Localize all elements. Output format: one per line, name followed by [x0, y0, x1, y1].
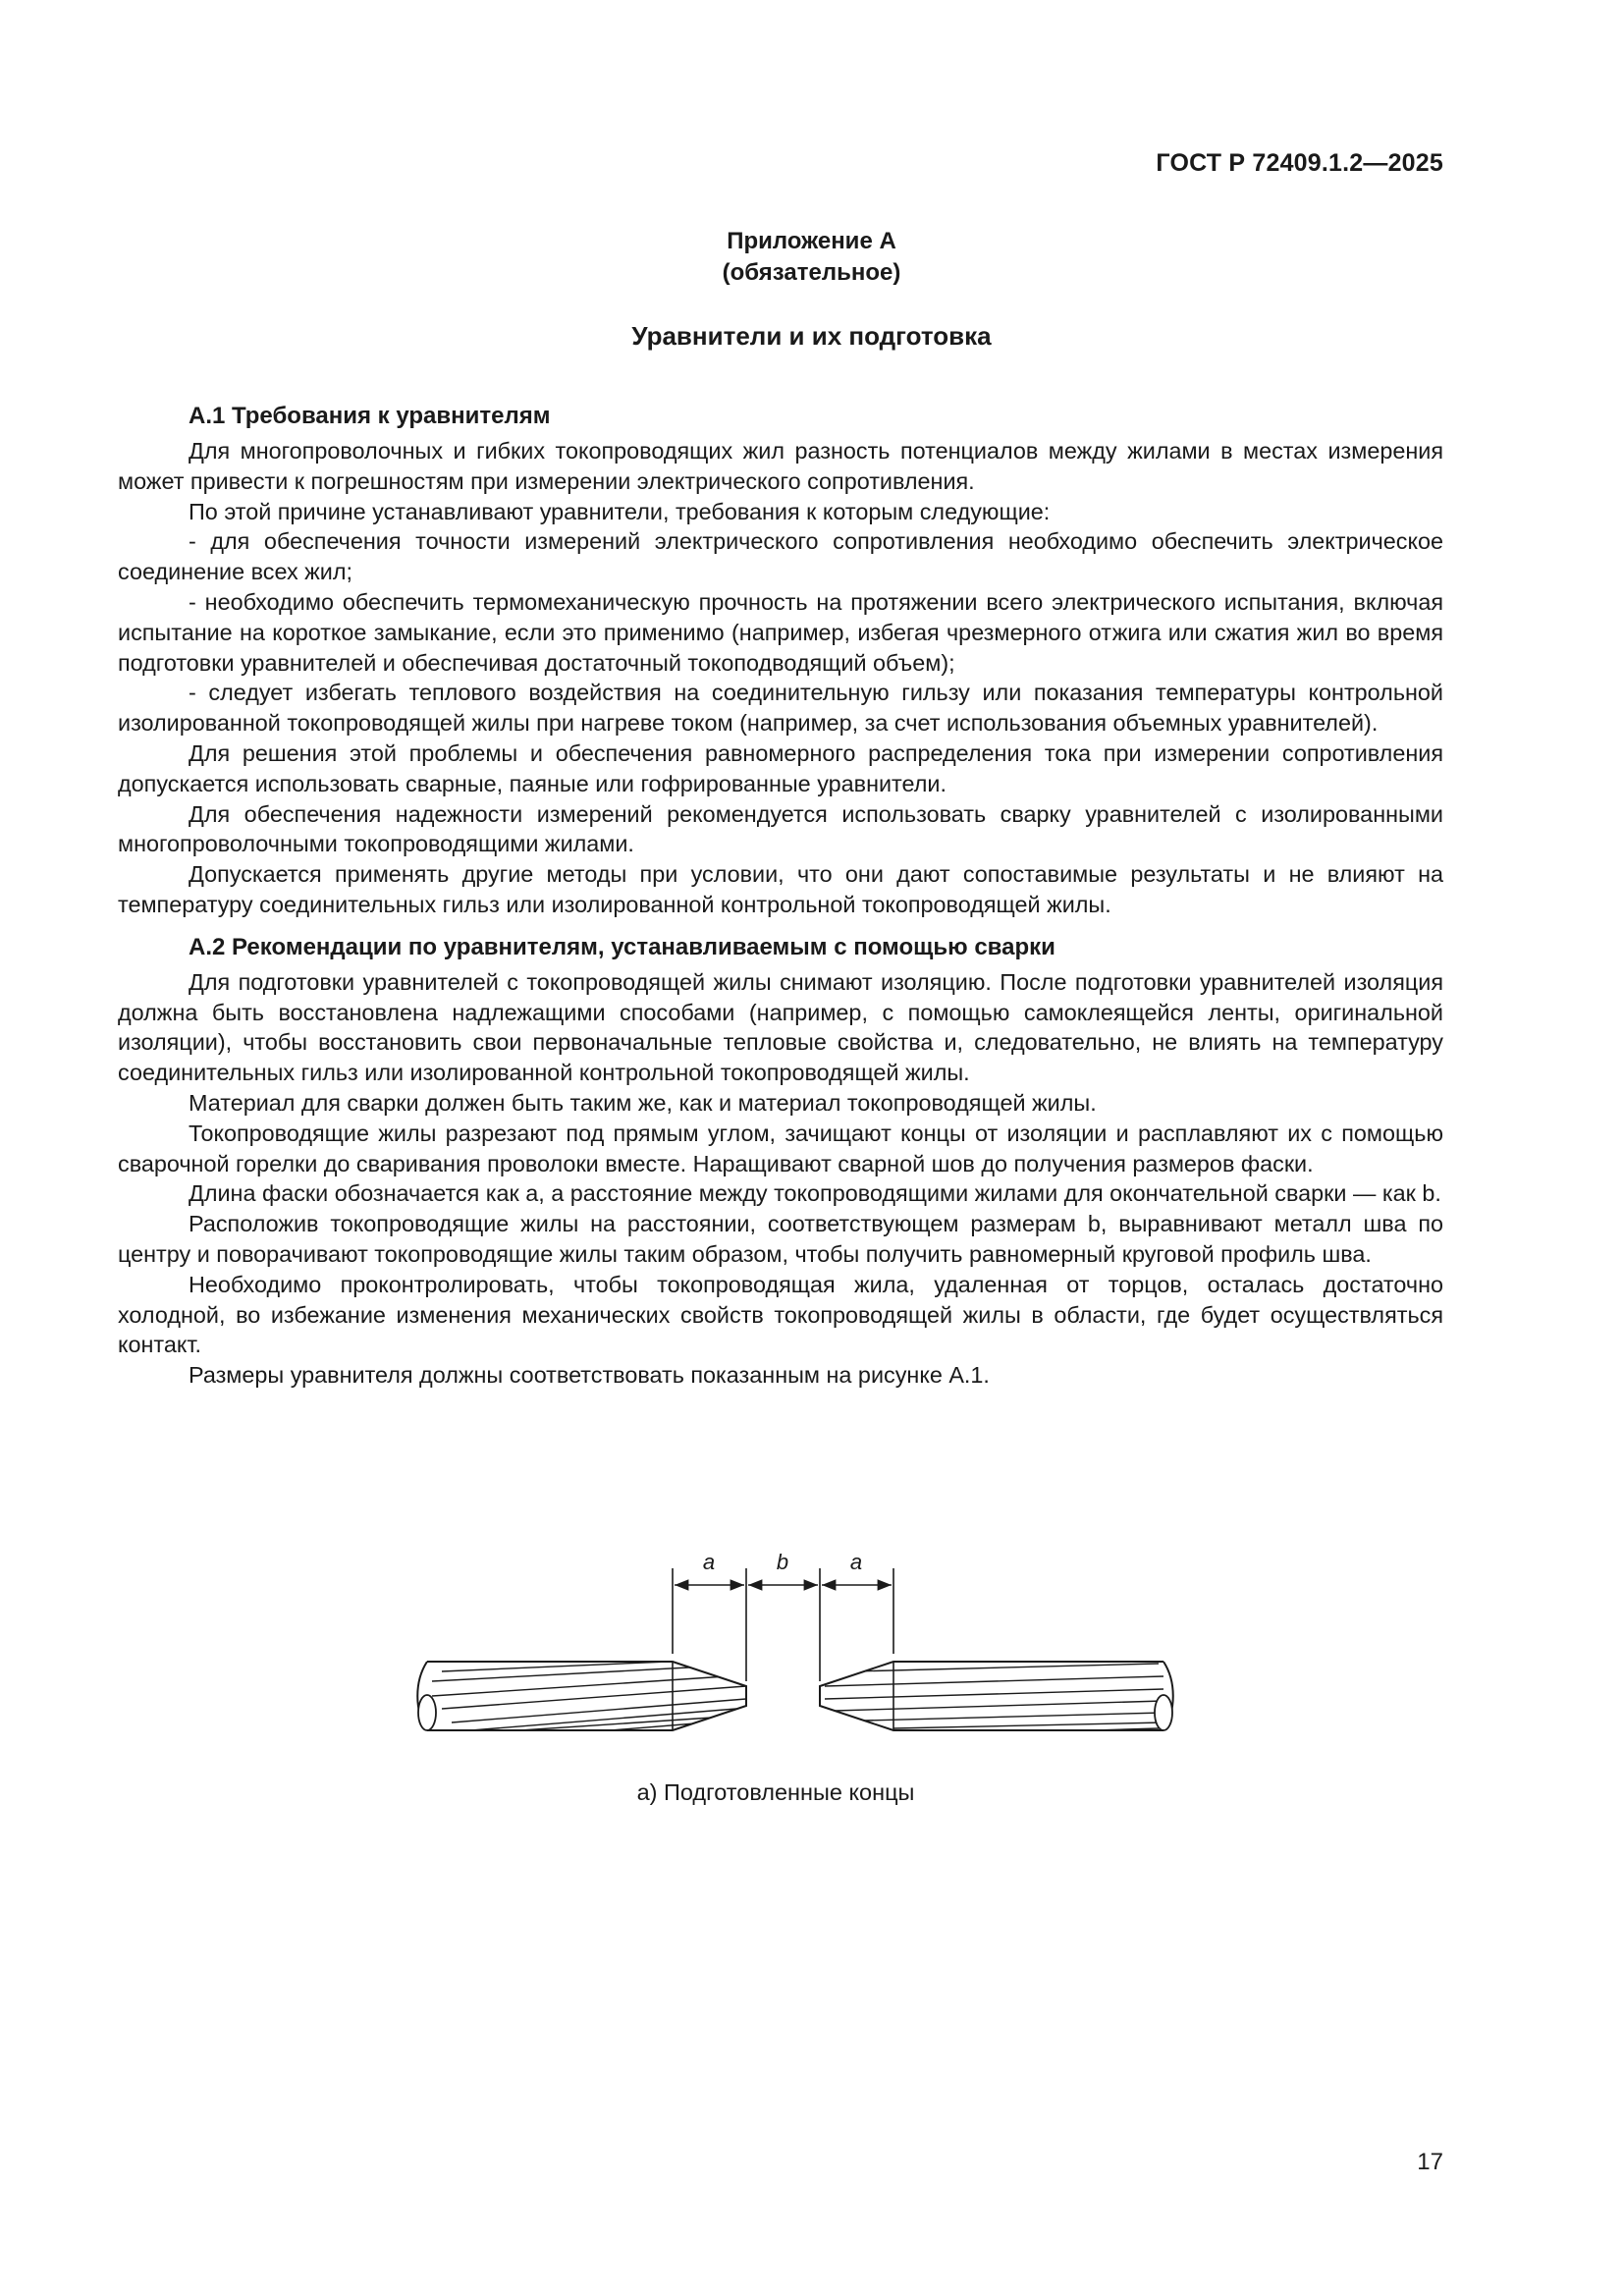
document-body [118, 401, 1443, 1391]
left-conductor [417, 1662, 746, 1735]
section-heading-a2: А.2 Рекомендации по уравнителям, устанавливаемым с помощью сварки [189, 933, 1055, 960]
appendix-status: (обязательное) [722, 259, 901, 286]
paragraph: Необходимо проконтролировать, чтобы токопроводящая жила, удаленная от торцов, осталась достаточно холодной, во избежание изменения механических свойств токопроводящей жилы в области, где будет осуществляться контакт. [118, 1271, 1443, 1358]
paragraph: Для обеспечения надежности измерений рекомендуется использовать сварку уравнителей с изолированными многопроволочными токопроводящими жилами. [118, 800, 1443, 857]
figure-prepared-ends [412, 1534, 1178, 1760]
paragraph: Для подготовки уравнителей с токопроводящей жилы снимают изоляцию. После подготовки уравнителей изоляция должна быть восстановлена надлежащими способами (например, с помощью самоклеящейся ленты, оригинальной изоляции), чтобы восстановить свои первоначальные тепловые свойства и, следовательно, не влиять на температуру соединительных гильз или изолированной контрольной токопроводящей жилы. [118, 968, 1443, 1086]
welding-ends-diagram [412, 1534, 1178, 1760]
paragraph: Материал для сварки должен быть таким же, как и материал токопроводящей жилы. [189, 1089, 1097, 1116]
right-conductor [820, 1662, 1173, 1735]
dimension-label-a-left: a [702, 1550, 716, 1574]
list-item: - следует избегать теплового воздействия на соединительную гильзу или показания температуры контрольной изолированной токопроводящей жилы при нагреве током (например, за счет использования объемных уравнителей). [118, 680, 1443, 737]
list-item: - для обеспечения точности измерений электрического сопротивления необходимо обеспечить электрическое соединение всех жил; [118, 528, 1443, 585]
paragraph: Токопроводящие жилы разрезают под прямым углом, зачищают концы от изоляции и расплавляют их с помощью сварочной горелки до сваривания проволоки вместе. Наращивают сварной шов до получения размеров фаски. [118, 1120, 1443, 1176]
appendix-heading: Уравнители и их подготовка [631, 321, 992, 351]
appendix-title: Приложение А [727, 228, 896, 254]
paragraph: По этой причине устанавливают уравнители, требования к которым следующие: [189, 498, 1051, 524]
paragraph: Допускается применять другие методы при условии, что они дают сопоставимые результаты и не влияют на температуру соединительных гильз или изолированной контрольной токопроводящей жилы. [118, 861, 1443, 917]
list-item: - необходимо обеспечить термомеханическую прочность на протяжении всего электрического испытания, включая испытание на короткое замыкание, если это применимо (например, избегая чрезмерного отжига или сжатия жил во время подготовки уравнителей и обеспечивая достаточный токоподводящий объем); [118, 588, 1443, 676]
dimension-label-a-right: a [849, 1550, 863, 1574]
paragraph: Длина фаски обозначается как a, а расстояние между токопроводящими жилами для окончательной сварки — как b. [189, 1180, 1441, 1207]
section-heading-a1: А.1 Требования к уравнителям [189, 403, 551, 429]
paragraph: Размеры уравнителя должны соответствовать показанным на рисунке А.1. [189, 1362, 990, 1389]
paragraph: Расположив токопроводящие жилы на расстоянии, соответствующем размерам b, выравнивают металл шва по центру и поворачивают токопроводящие жилы таким образом, чтобы получить равномерный круговой профиль шва. [118, 1211, 1443, 1267]
dimension-label-b: b [776, 1550, 789, 1574]
figure-caption: а) Подготовленные концы [636, 1779, 915, 1805]
paragraph: Для решения этой проблемы и обеспечения равномерного распределения тока при измерении сопротивления допускается использовать сварные, паяные или гофрированные уравнители. [118, 739, 1443, 796]
page-number: 17 [1417, 2149, 1443, 2175]
paragraph: Для многопроволочных и гибких токопроводящих жил разность потенциалов между жилами в местах измерения может привести к погрешностям при измерении электрического сопротивления. [118, 438, 1443, 494]
document-code: ГОСТ Р 72409.1.2—2025 [1156, 149, 1443, 177]
